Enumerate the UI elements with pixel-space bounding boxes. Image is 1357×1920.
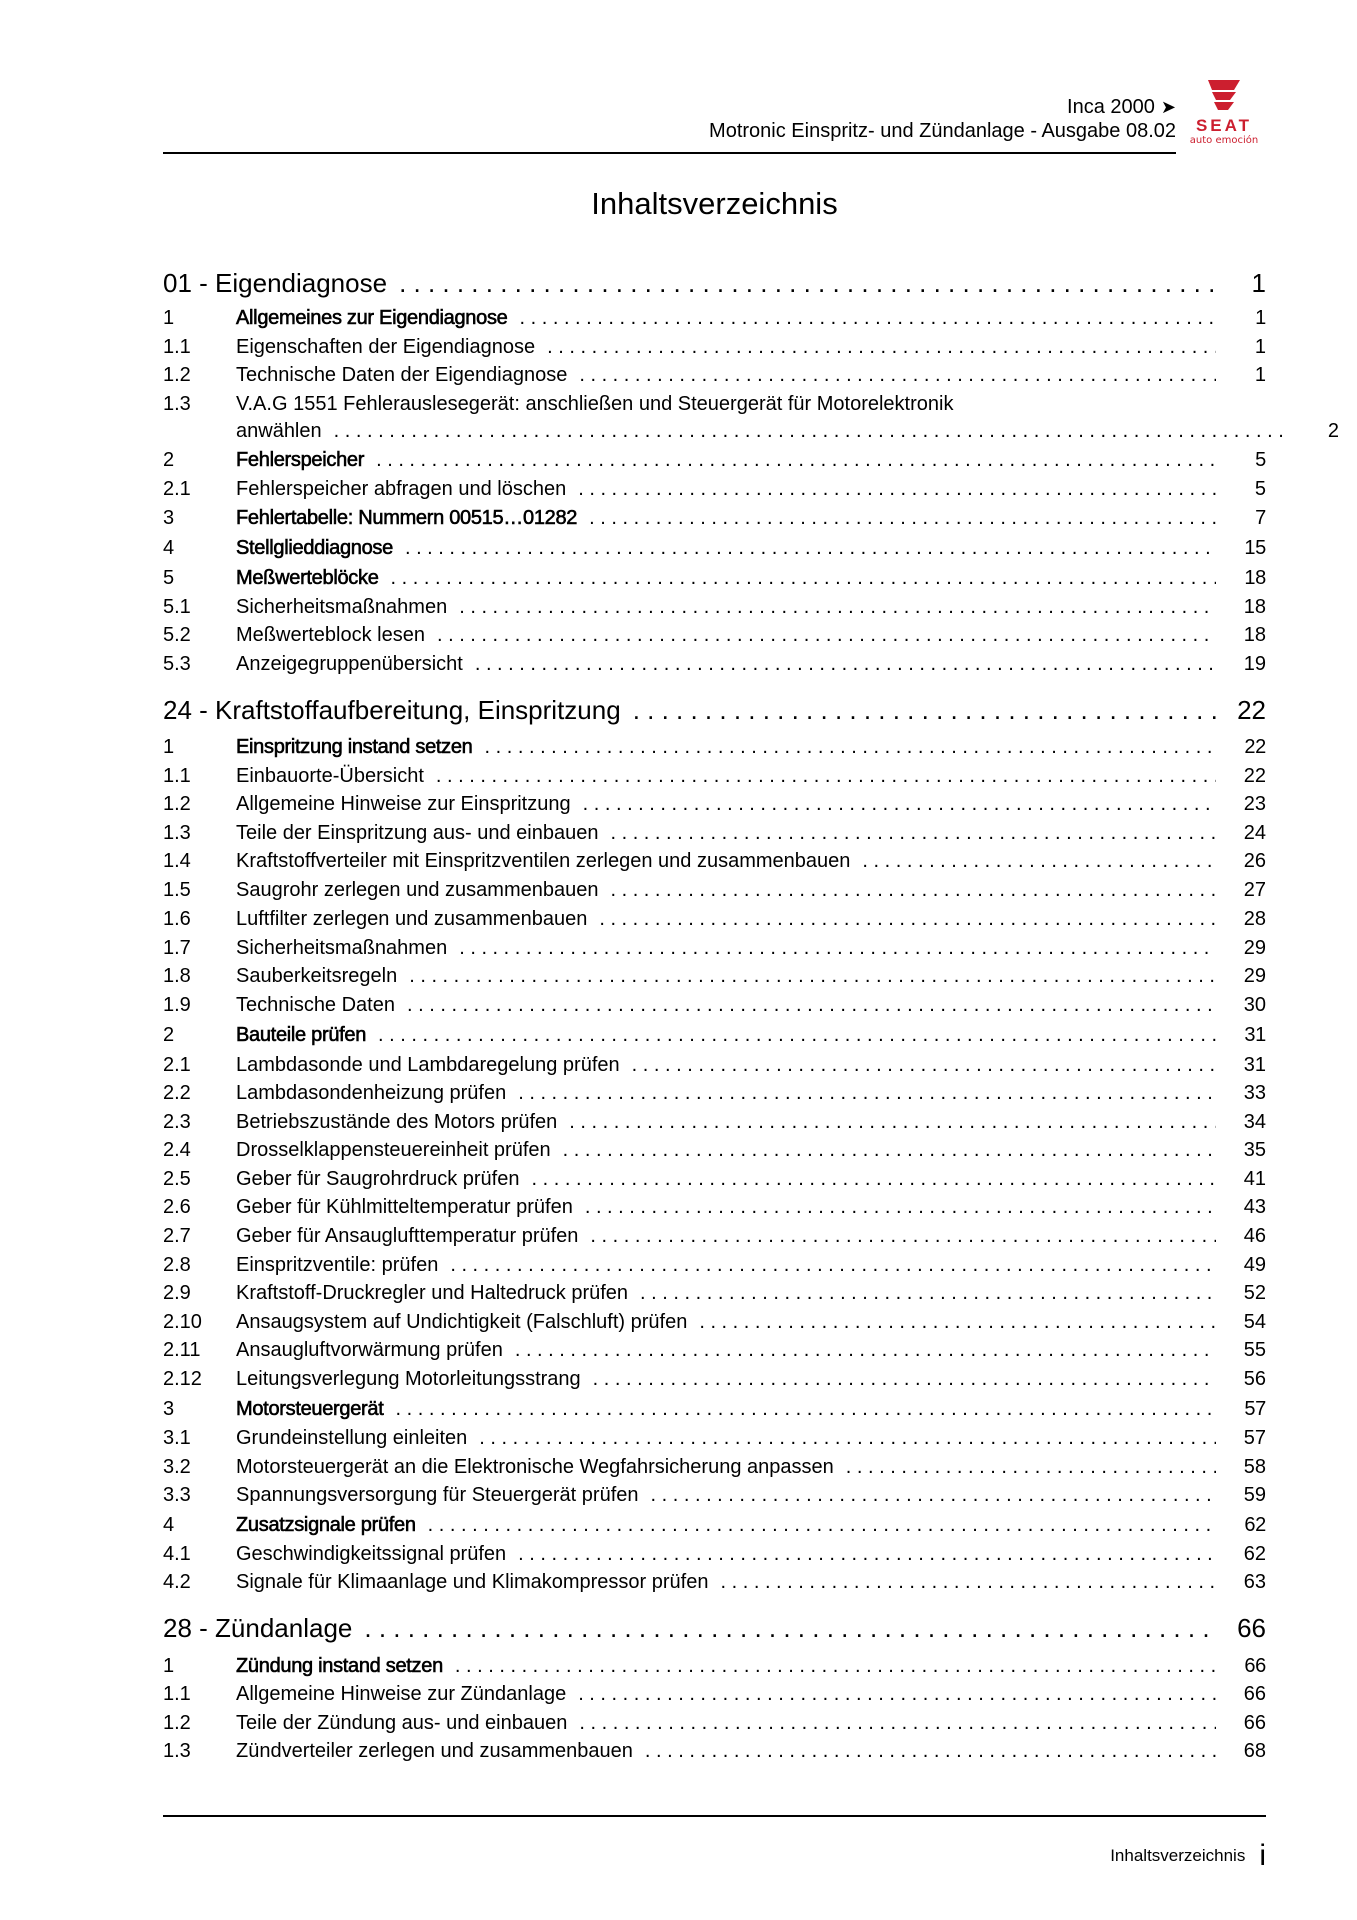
toc-entry-title: Sicherheitsmaßnahmen [236,937,448,959]
toc-entry-number: 3 [163,507,174,529]
toc-subsection-entry[interactable] [163,848,1266,874]
toc-entry-page: 66 [1237,1613,1266,1643]
toc-entry-page: 1 [1251,268,1266,298]
toc-entry-title: Stellglieddiagnose [236,537,393,559]
toc-leader-dots [391,565,1216,591]
footer-label: Inhaltsverzeichnis [1110,1846,1246,1865]
toc-subsection-entry[interactable] [163,1166,1266,1192]
toc-entry-page: 1 [1254,336,1266,358]
toc-subsection-entry[interactable] [163,1366,1266,1392]
toc-entry-number: 3.2 [163,1456,191,1478]
toc-subsection-entry[interactable] [163,1425,1266,1451]
toc-leader-dots [862,848,1216,874]
toc-entry-title: Anzeigegruppenübersicht [236,653,463,675]
toc-entry-page: 41 [1243,1168,1266,1190]
toc-entry-page: 19 [1243,653,1266,675]
toc-entry-title: Geschwindigkeitssignal prüfen [236,1543,507,1565]
toc-entry-number: 1.3 [163,1740,191,1762]
toc-leader-dots [399,267,1216,299]
toc-leader-dots [593,1366,1216,1392]
toc-entry-title: Sicherheitsmaßnahmen [236,596,448,618]
toc-leader-dots [583,791,1216,817]
toc-entry-number: 2.10 [163,1311,202,1333]
toc-entry-title: Meßwerteblöcke [236,567,379,589]
toc-entry-title: Sauberkeitsregeln [236,965,398,987]
toc-subsection-entry[interactable] [163,1569,1266,1595]
toc-subsection-entry[interactable] [163,763,1266,789]
toc-entry-page: 18 [1243,624,1266,646]
toc-entry-page: 66 [1243,1712,1266,1734]
toc-entry-title: Einspritzventile: prüfen [236,1254,439,1276]
toc-entry-number: 1 [163,736,174,758]
toc-section-entry[interactable] [163,1512,1266,1538]
toc-leader-dots [599,906,1216,932]
header-model: Inca 2000 [1067,96,1155,118]
toc-entry-title: Allgemeine Hinweise zur Zündanlage [236,1683,567,1705]
toc-subsection-entry[interactable] [163,1681,1266,1707]
footer-page-number: i [1259,1839,1266,1872]
next-arrow-icon: ➤ [1160,97,1176,117]
toc-entry-title: Fehlerspeicher abfragen und löschen [236,478,567,500]
toc-subsection-entry[interactable] [163,963,1266,989]
toc-leader-dots [450,1252,1216,1278]
toc-leader-dots [578,476,1216,502]
toc-entry-page: 29 [1243,937,1266,959]
toc-leader-dots [610,877,1216,903]
toc-entry-number: 2.1 [163,1054,191,1076]
toc-entry-title: 24 - Kraftstoffaufbereitung, Einspritzung [163,695,621,725]
toc-entry-number: 1.2 [163,1712,191,1734]
toc-section-entry[interactable] [163,505,1266,531]
toc-entry-title: Ansaugsystem auf Undichtigkeit (Falschluft) prüfen [236,1311,688,1333]
toc-entry-number: 1.6 [163,908,191,930]
header-subtitle: Motronic Einspritz- und Zündanlage - Ausgabe 08.02 [709,120,1176,142]
toc-entry-title: Geber für Ansauglufttemperatur prüfen [236,1225,579,1247]
toc-entry-number: 5.3 [163,653,191,675]
toc-entry-title: anwählen [236,420,322,442]
toc-leader-dots [459,935,1216,961]
toc-entry-title: Ansaugluftvorwärmung prüfen [236,1339,503,1361]
toc-section-entry[interactable] [163,734,1266,760]
toc-leader-dots [610,820,1216,846]
toc-leader-dots [651,1482,1217,1508]
header-model-line [163,95,1176,119]
toc-entry-title: Fehlerspeicher [236,449,365,471]
toc-leader-dots [485,734,1217,760]
toc-entry-title: Fehlertabelle: Nummern 00515…01282 [236,507,578,529]
toc-section-entry[interactable] [163,1653,1266,1679]
toc-entry-number: 5.1 [163,596,191,618]
toc-subsection-entry[interactable] [163,1454,1266,1480]
toc-subsection-entry[interactable] [163,1541,1266,1567]
toc-subsection-entry[interactable] [163,1109,1266,1135]
toc-leader-dots [378,1022,1216,1048]
page-footer [163,1835,1266,1872]
toc-leader-dots [563,1137,1216,1163]
toc-entry-number: 1.4 [163,850,191,872]
toc-entry-number: 4 [163,537,174,559]
toc-leader-dots [437,622,1216,648]
toc-leader-dots [640,1280,1216,1306]
toc-entry-page: 31 [1244,1024,1266,1046]
toc-leader-dots [645,1738,1216,1764]
toc-subsection-entry[interactable] [163,1052,1266,1078]
toc-entry-page: 1 [1255,307,1266,329]
toc-leader-dots [579,1710,1216,1736]
toc-subsection-entry[interactable] [163,1194,1266,1220]
toc-entry-number: 1.1 [163,336,191,358]
toc-entry-number: 2.7 [163,1225,191,1247]
toc-entry-number: 4.2 [163,1571,191,1593]
toc-subsection-entry[interactable] [163,476,1266,502]
toc-entry-page: 62 [1244,1514,1266,1536]
toc-entry-page: 28 [1243,908,1266,930]
toc-leader-dots [518,1541,1216,1567]
toc-entry-title: Allgemeine Hinweise zur Einspritzung [236,793,571,815]
toc-leader-dots [585,1194,1216,1220]
toc-leader-dots [518,1080,1216,1106]
toc-leader-dots [846,1454,1216,1480]
toc-entry-title: Kraftstoffverteiler mit Einspritzventilen zerlegen und zusammenbauen [236,850,851,872]
toc-subsection-entry[interactable] [163,594,1266,620]
toc-leader-dots [633,694,1216,726]
toc-entry-title: Allgemeines zur Eigendiagnose [236,307,508,329]
toc-entry-title: Technische Daten der Eigendiagnose [236,364,568,386]
toc-entry-number: 2.1 [163,478,191,500]
toc-entry-title: Meßwerteblock lesen [236,624,425,646]
toc-entry-number: 3.3 [163,1484,191,1506]
toc-entry-page: 58 [1243,1456,1266,1478]
toc-entry-page: 52 [1243,1282,1266,1304]
toc-entry-page: 54 [1243,1311,1266,1333]
toc-entry-title: Teile der Zündung aus- und einbauen [236,1712,568,1734]
toc-entry-title: Geber für Saugrohrdruck prüfen [236,1168,520,1190]
toc-entry-page: 55 [1243,1339,1266,1361]
toc-entry-title: Zusatzsignale prüfen [236,1514,416,1536]
toc-entry-page: 57 [1244,1398,1266,1420]
toc-entry-title: Lambdasondenheizung prüfen [236,1082,507,1104]
toc-subsection-entry[interactable] [163,820,1266,846]
toc-entry-page: 33 [1243,1082,1266,1104]
toc-leader-dots [569,1109,1216,1135]
toc-entry-number: 5 [163,567,174,589]
toc-leader-dots [364,1612,1216,1644]
toc-entry-page: 46 [1243,1225,1266,1247]
toc-entry-page: 62 [1243,1543,1266,1565]
toc-subsection-entry[interactable] [163,651,1266,677]
toc-entry-number: 1.5 [163,879,191,901]
toc-entry-page: 23 [1243,793,1266,815]
toc-entry-number: 1.9 [163,994,191,1016]
toc-entry-page: 5 [1254,478,1266,500]
toc-entry-number: 2.4 [163,1139,191,1161]
toc-entry-page: 22 [1243,765,1266,787]
toc-subsection-entry[interactable] [163,906,1266,932]
toc-entry-page: 35 [1243,1139,1266,1161]
toc-leader-dots [396,1396,1217,1422]
toc-leader-dots [428,1512,1216,1538]
seat-emblem-icon [1204,78,1244,112]
toc-entry-title: Teile der Einspritzung aus- und einbauen [236,822,599,844]
toc-leader-dots [515,1337,1216,1363]
toc-section-entry[interactable] [163,447,1266,473]
toc-entry-page: 59 [1243,1484,1266,1506]
toc-leader-dots [436,763,1216,789]
toc-subsection-entry[interactable] [163,992,1266,1018]
toc-entry-number: 1.2 [163,793,191,815]
page-header [163,95,1176,143]
toc-leader-dots [579,362,1216,388]
toc-leader-dots [334,418,1289,444]
toc-entry-title: Drosselklappensteuereinheit prüfen [236,1139,551,1161]
toc-subsection-entry[interactable] [163,1252,1266,1278]
toc-subsection-entry[interactable] [163,1223,1266,1249]
toc-leader-dots [532,1166,1217,1192]
toc-leader-dots [405,535,1216,561]
toc-entry-title: Spannungsversorgung für Steuergerät prüfen [236,1484,639,1506]
toc-subsection-entry[interactable] [163,1482,1266,1508]
toc-entry-title: Technische Daten [236,994,395,1016]
toc-entry-page: 66 [1243,1683,1266,1705]
footer-rule [163,1815,1266,1817]
toc-subsection-entry[interactable] [163,362,1266,388]
toc-subsection-entry[interactable] [163,1309,1266,1335]
toc-entry-number: 2 [163,449,174,471]
toc-entry-page: 31 [1243,1054,1266,1076]
brand-name: SEAT [1195,116,1253,135]
toc-entry-page: 18 [1244,567,1266,589]
toc-entry-page: 5 [1255,449,1266,471]
toc-leader-dots [519,305,1216,331]
toc-entry-page: 34 [1243,1111,1266,1133]
toc-subsection-entry[interactable] [163,1710,1266,1736]
toc-entry-title: Saugrohr zerlegen und zusammenbauen [236,879,599,901]
toc-entry-title: Einbauorte-Übersicht [236,765,424,787]
toc-subsection-entry[interactable] [163,391,1266,417]
header-rule [163,152,1176,154]
toc-entry-page: 22 [1244,736,1266,758]
toc-entry-title: 28 - Zündanlage [163,1613,353,1643]
toc-entry-number: 1.1 [163,1683,191,1705]
toc-chapter-entry[interactable] [163,694,1266,726]
toc-entry-page: 56 [1243,1368,1266,1390]
toc-entry-title: Bauteile prüfen [236,1024,367,1046]
toc-subsection-entry[interactable] [163,791,1266,817]
toc-leader-dots [720,1569,1216,1595]
toc-entry-number: 2.5 [163,1168,191,1190]
toc-subsection-entry[interactable] [163,1080,1266,1106]
toc-subsection-entry[interactable] [163,622,1266,648]
toc-entry-page: 18 [1243,596,1266,618]
toc-entry-number: 1.8 [163,965,191,987]
toc-subsection-entry[interactable] [163,1280,1266,1306]
toc-entry-page: 22 [1237,695,1266,725]
toc-entry-title: Betriebszustände des Motors prüfen [236,1111,558,1133]
toc-subsection-entry[interactable] [163,1738,1266,1764]
toc-subsection-entry[interactable] [163,935,1266,961]
toc-entry-page: 15 [1244,537,1266,559]
toc-leader-dots [589,505,1216,531]
toc-entry-page: 43 [1243,1196,1266,1218]
toc-entry-number: 1.3 [163,822,191,844]
toc-section-entry[interactable] [163,565,1266,591]
toc-entry-number: 1 [163,307,174,329]
toc-entry-number: 2.8 [163,1254,191,1276]
toc-entry-number: 1.1 [163,765,191,787]
brand-tagline: auto emoción [1189,135,1259,146]
toc-entry-page: 27 [1243,879,1266,901]
toc-entry-number: 4 [163,1514,174,1536]
toc-entry-number: 2.2 [163,1082,191,1104]
toc-subsection-entry[interactable] [163,1137,1266,1163]
toc-entry-number: 2.3 [163,1111,191,1133]
toc-entry-number: 2.12 [163,1368,202,1390]
toc-entry-page: 68 [1243,1740,1266,1762]
toc-entry-title: Grundeinstellung einleiten [236,1427,468,1449]
toc-leader-dots [699,1309,1216,1335]
toc-leader-dots [475,651,1216,677]
toc-entry-title: Signale für Klimaanlage und Klimakompressor prüfen [236,1571,709,1593]
toc-entry-number: 3.1 [163,1427,191,1449]
toc-section-entry[interactable] [163,1022,1266,1048]
toc-entry-title: Lambdasonde und Lambdaregelung prüfen [236,1054,620,1076]
toc-chapter-entry[interactable] [163,267,1266,299]
toc-entry-page: 1 [1254,364,1266,386]
toc-leader-dots [455,1653,1216,1679]
seat-logo [1178,78,1270,148]
toc-subsection-entry[interactable] [163,418,1339,444]
toc-entry-title: V.A.G 1551 Fehlerauslesegerät: anschließen und Steuergerät für Motorelektronik [236,393,954,415]
toc-entry-page: 63 [1243,1571,1266,1593]
toc-subsection-entry[interactable] [163,1337,1266,1363]
toc-entry-title: Geber für Kühlmitteltemperatur prüfen [236,1196,573,1218]
toc-entry-page: 24 [1243,822,1266,844]
toc-chapter-entry[interactable] [163,1612,1266,1644]
toc-entry-title: Zündverteiler zerlegen und zusammenbauen [236,1740,633,1762]
toc-entry-number: 2.6 [163,1196,191,1218]
toc-entry-title: Motorsteuergerät [236,1398,384,1420]
toc-leader-dots [479,1425,1216,1451]
toc-section-entry[interactable] [163,535,1266,561]
toc-entry-page: 7 [1255,507,1266,529]
toc-entry-page: 57 [1243,1427,1266,1449]
toc-leader-dots [547,334,1216,360]
toc-leader-dots [376,447,1216,473]
page-title: Inhaltsverzeichnis [591,186,838,221]
toc-entry-number: 1 [163,1655,174,1677]
toc-entry-number: 2.9 [163,1282,191,1304]
toc-leader-dots [459,594,1216,620]
toc-entry-number: 1.7 [163,937,191,959]
toc-entry-number: 3 [163,1398,174,1420]
toc-entry-title: Luftfilter zerlegen und zusammenbauen [236,908,588,930]
toc-entry-page: 26 [1243,850,1266,872]
toc-entry-title: Einspritzung instand setzen [236,736,473,758]
toc-entry-page: 66 [1244,1655,1266,1677]
toc-entry-title: Leitungsverlegung Motorleitungsstrang [236,1368,581,1390]
toc-section-entry[interactable] [163,305,1266,331]
toc-entry-page: 30 [1243,994,1266,1016]
toc-entry-number: 2.11 [163,1339,201,1361]
toc-entry-title: 01 - Eigendiagnose [163,268,388,298]
toc-entry-title: Motorsteuergerät an die Elektronische Wegfahrsicherung anpassen [236,1456,834,1478]
toc-leader-dots [632,1052,1216,1078]
toc-entry-number: 2 [163,1024,174,1046]
toc-leader-dots [409,963,1216,989]
toc-subsection-entry[interactable] [163,877,1266,903]
toc-section-entry[interactable] [163,1396,1266,1422]
toc-subsection-entry[interactable] [163,334,1266,360]
toc-entry-title: Zündung instand setzen [236,1655,443,1677]
toc-leader-dots [578,1681,1216,1707]
toc-entry-number: 1.2 [163,364,191,386]
toc-entry-title: Kraftstoff-Druckregler und Haltedruck prüfen [236,1282,629,1304]
toc-entry-title: Eigenschaften der Eigendiagnose [236,336,536,358]
toc-leader-dots [407,992,1216,1018]
toc-entry-number: 5.2 [163,624,191,646]
toc-entry-number: 1.3 [163,393,191,415]
toc-entry-page: 29 [1243,965,1266,987]
toc-entry-page: 49 [1243,1254,1266,1276]
toc-entry-page: 2 [1327,420,1339,442]
toc-entry-number: 4.1 [163,1543,191,1565]
toc-leader-dots [590,1223,1216,1249]
